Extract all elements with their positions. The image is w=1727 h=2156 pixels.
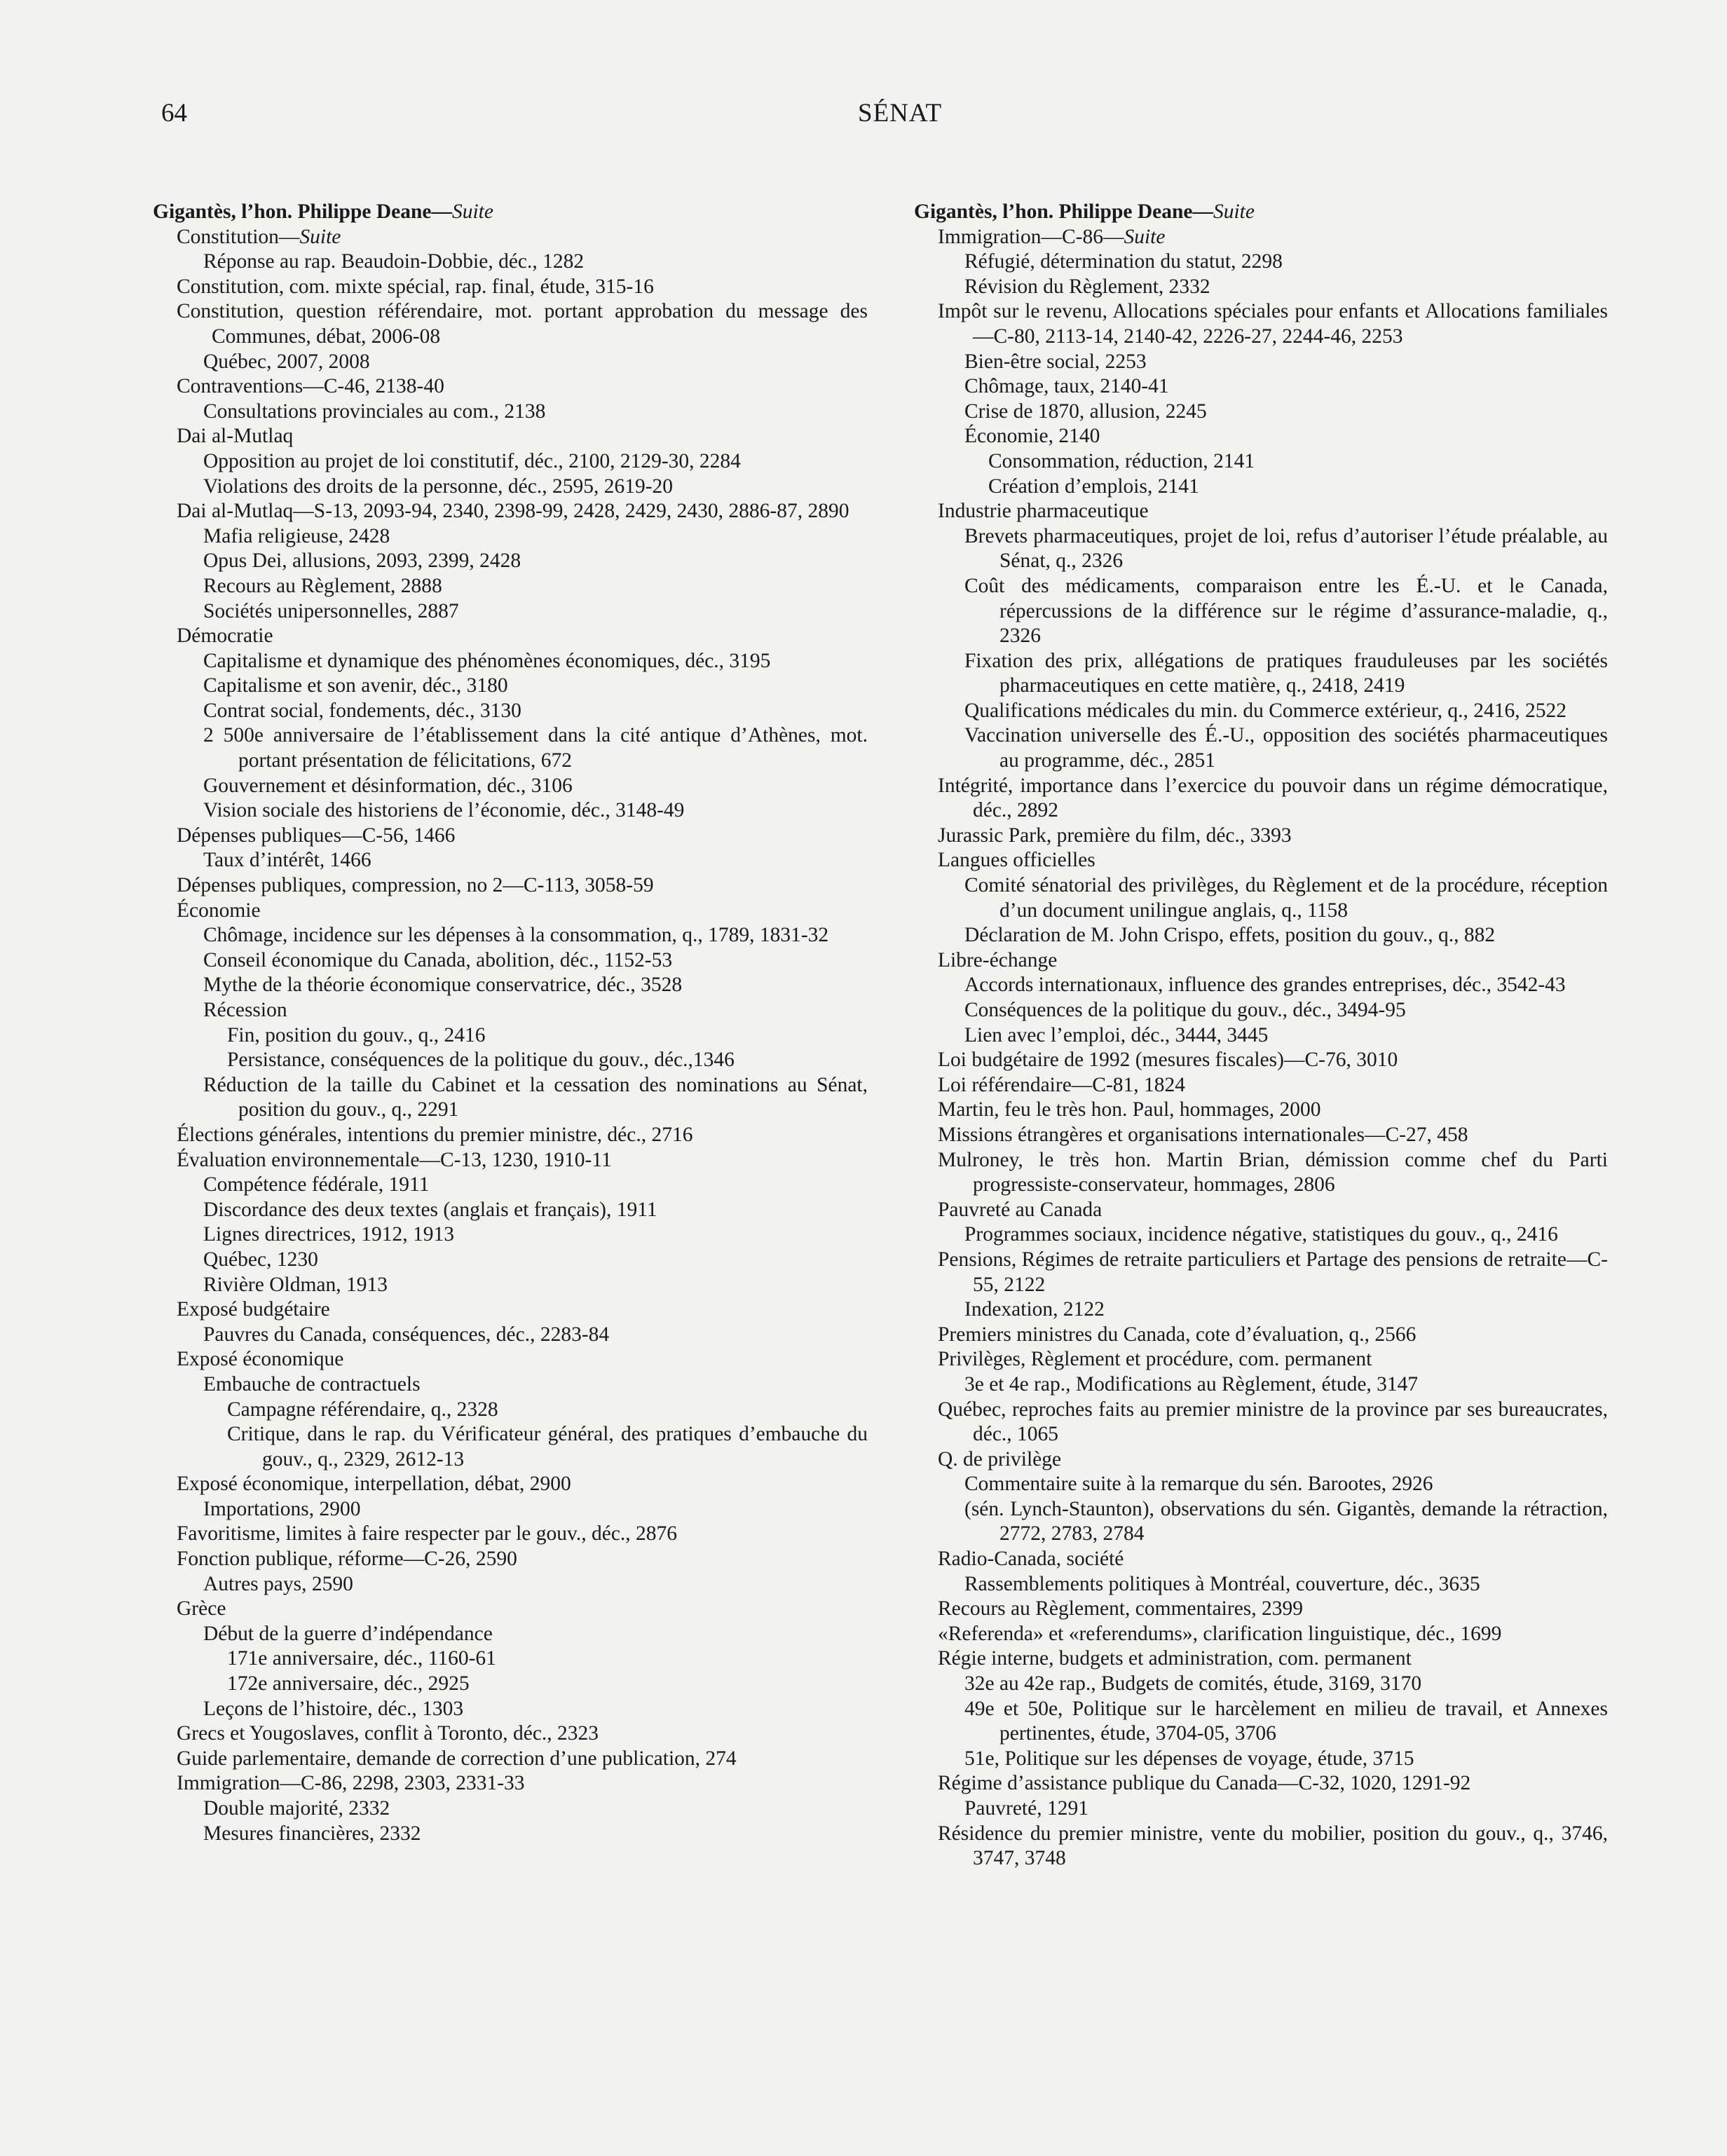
entry-text: Taux d’intérêt, 1466 [203, 849, 371, 872]
index-entry [914, 1597, 1608, 1622]
entry-text: Grèce [177, 1597, 226, 1621]
index-entry [914, 1646, 1608, 1672]
page-number: 64 [161, 99, 187, 128]
index-entry [153, 1347, 868, 1372]
index-entry [153, 1646, 868, 1672]
entry-text: Leçons de l’histoire, déc., 1303 [203, 1697, 464, 1720]
entry-text: Commentaire suite à la remarque du sén. Barootes, 2926 [964, 1473, 1433, 1496]
index-entry [914, 1323, 1608, 1348]
index-entry [153, 873, 868, 899]
index-entry [914, 1297, 1608, 1323]
entry-text: Premiers ministres du Canada, cote d’évaluation, q., 2566 [938, 1323, 1417, 1346]
index-entry [153, 624, 868, 649]
index-entry [914, 1622, 1608, 1647]
entry-text: Pensions, Régimes de retraite particuliers et Partage des pensions de retraite—C-55, 2122 [938, 1248, 1608, 1296]
index-entry [914, 1822, 1608, 1871]
entry-text: Q. de privilège [938, 1447, 1062, 1471]
entry-text: Fonction publique, réforme—C-26, 2590 [177, 1548, 517, 1571]
index-entry [153, 449, 868, 475]
index-entry [153, 1672, 868, 1697]
entry-text: Dépenses publiques, compression, no 2—C-113, 3058-59 [177, 874, 654, 897]
index-entry [153, 350, 868, 375]
index-entry [914, 449, 1608, 475]
entry-text: Déclaration de M. John Crispo, effets, position du gouv., q., 882 [964, 924, 1496, 947]
index-entry [153, 1398, 868, 1423]
index-entry [153, 1572, 868, 1597]
entry-text: Recours au Règlement, commentaires, 2399 [938, 1597, 1304, 1621]
entry-text: Constitution, com. mixte spécial, rap. final, étude, 315-16 [177, 275, 654, 298]
index-entry [153, 1248, 868, 1273]
entry-text: Économie, 2140 [964, 425, 1100, 448]
index-entry [153, 1497, 868, 1522]
entry-text: 171e anniversaire, déc., 1160-61 [227, 1647, 496, 1670]
index-entry [914, 1098, 1608, 1123]
entry-text: 172e anniversaire, déc., 2925 [227, 1672, 470, 1696]
index-entry [153, 424, 868, 449]
entry-text: Vision sociale des historiens de l’économie, déc., 3148-49 [203, 799, 685, 822]
index-entry [153, 225, 868, 250]
index-entry [153, 1273, 868, 1298]
entry-text: Dai al-Mutlaq [177, 425, 294, 448]
entry-suite: Suite [1124, 225, 1166, 248]
entry-text: Conseil économique du Canada, abolition, déc., 1152-53 [203, 948, 673, 971]
index-entry [153, 1747, 868, 1772]
entry-text: Révision du Règlement, 2332 [964, 275, 1210, 298]
entry-text: Jurassic Park, première du film, déc., 3393 [938, 824, 1292, 847]
index-entry [914, 848, 1608, 873]
index-entry [153, 524, 868, 550]
index-entry [153, 1547, 868, 1572]
index-entry [153, 1023, 868, 1049]
entry-text: Dai al-Mutlaq—S-13, 2093-94, 2340, 2398-99, 2428, 2429, 2430, 2886-87, 2890 [177, 500, 849, 523]
index-entry [153, 1622, 868, 1647]
index-entry [914, 774, 1608, 824]
index-entry [914, 1023, 1608, 1049]
index-entry [153, 649, 868, 674]
index-entry [153, 400, 868, 425]
index-entry [914, 1398, 1608, 1447]
entry-text: Embauche de contractuels [203, 1372, 421, 1396]
entry-text: Mesures financières, 2332 [203, 1822, 421, 1845]
index-entry [914, 350, 1608, 375]
entry-suite: Suite [299, 225, 341, 248]
entry-text: Accords internationaux, influence des grandes entreprises, déc., 3542-43 [964, 974, 1566, 997]
index-entry [914, 1248, 1608, 1297]
entry-text: Comité sénatorial des privilèges, du Règlement et de la procédure, réception d’un document unilingue anglais, q., 1158 [964, 874, 1608, 922]
index-entry [153, 1073, 868, 1123]
index-entry [914, 973, 1608, 998]
entry-text: Contraventions—C-46, 2138-40 [177, 375, 444, 398]
index-entry [914, 649, 1608, 699]
index-entry [914, 1672, 1608, 1697]
index-entry [153, 499, 868, 524]
index-entry [914, 225, 1608, 250]
entry-text: Lignes directrices, 1912, 1913 [203, 1223, 455, 1246]
entry-text: Exposé budgétaire [177, 1298, 330, 1321]
entry-text: Capitalisme et son avenir, déc., 3180 [203, 674, 508, 697]
entry-suite: Suite [451, 200, 493, 223]
entry-text: Recours au Règlement, 2888 [203, 574, 442, 597]
index-entry [153, 1173, 868, 1198]
index-heading [153, 200, 868, 225]
index-entry [153, 848, 868, 873]
index-entry [914, 524, 1608, 574]
entry-text: Lien avec l’emploi, déc., 3444, 3445 [964, 1023, 1269, 1046]
index-entry [153, 1148, 868, 1173]
index-entry [153, 948, 868, 974]
entry-text: Rassemblements politiques à Montréal, couverture, déc., 3635 [964, 1572, 1480, 1595]
index-entry [914, 1048, 1608, 1073]
entry-text: (sén. Lynch-Staunton), observations du sén. Gigantès, demande la rétraction, 2772, 2783, 2784 [964, 1497, 1608, 1546]
entry-text: Immigration—C-86— [938, 225, 1124, 248]
index-entry [914, 1347, 1608, 1372]
index-entry [153, 1198, 868, 1223]
index-entry [914, 824, 1608, 849]
entry-text: Immigration—C-86, 2298, 2303, 2331-33 [177, 1772, 525, 1795]
entry-text: Gigantès, l’hon. Philippe Deane— [914, 200, 1213, 223]
index-entry [153, 1697, 868, 1722]
entry-text: Chômage, taux, 2140-41 [964, 375, 1169, 398]
entry-text: Violations des droits de la personne, déc., 2595, 2619-20 [203, 475, 674, 498]
entry-text: Pauvreté au Canada [938, 1198, 1103, 1221]
index-entry [153, 998, 868, 1023]
entry-text: Favoritisme, limites à faire respecter par le gouv., déc., 2876 [177, 1522, 678, 1546]
index-entry [153, 299, 868, 349]
entry-text: Opposition au projet de loi constitutif, déc., 2100, 2129-30, 2284 [203, 449, 741, 472]
index-entry [153, 1796, 868, 1822]
index-entry [914, 723, 1608, 773]
index-entry [914, 1697, 1608, 1747]
index-entry [914, 299, 1608, 349]
left-index-column [153, 200, 868, 1846]
entry-text: Mulroney, le très hon. Martin Brian, démission comme chef du Parti progressiste-conservateur, hommages, 2806 [938, 1148, 1608, 1196]
entry-text: Opus Dei, allusions, 2093, 2399, 2428 [203, 550, 521, 573]
page-title: SÉNAT [858, 99, 943, 128]
index-entry [153, 1372, 868, 1398]
entry-text: Martin, feu le très hon. Paul, hommages, 2000 [938, 1098, 1321, 1121]
index-entry [153, 798, 868, 824]
index-entry [153, 1297, 868, 1323]
index-entry [153, 824, 868, 849]
entry-text: Conséquences de la politique du gouv., déc., 3494-95 [964, 999, 1406, 1021]
entry-text: Vaccination universelle des É.-U., opposition des sociétés pharmaceutiques au programme, déc., 2851 [964, 724, 1608, 772]
entry-text: Pauvres du Canada, conséquences, déc., 2283-84 [203, 1323, 610, 1346]
index-entry [914, 499, 1608, 524]
index-entry [153, 574, 868, 599]
index-entry [914, 1372, 1608, 1398]
index-entry [153, 549, 868, 574]
entry-text: Élections générales, intentions du premier ministre, déc., 2716 [177, 1123, 693, 1146]
entry-text: Guide parlementaire, demande de correction d’une publication, 274 [177, 1747, 737, 1770]
entry-text: 3e et 4e rap., Modifications au Règlement, étude, 3147 [964, 1372, 1419, 1396]
entry-text: Persistance, conséquences de la politique du gouv., déc.,1346 [227, 1049, 735, 1072]
entry-text: Création d’emplois, 2141 [988, 475, 1199, 498]
right-index-column [914, 200, 1608, 1871]
index-entry [914, 998, 1608, 1023]
entry-text: Dépenses publiques—C-56, 1466 [177, 824, 456, 847]
index-entry [914, 1198, 1608, 1223]
entry-text: Fixation des prix, allégations de pratiques frauduleuses par les sociétés pharmaceutiques en cette matière, q., 2418, 2419 [964, 649, 1608, 697]
entry-text: 2 500e anniversaire de l’établissement dans la cité antique d’Athènes, mot. portant présentation de félicitations, 672 [203, 724, 868, 772]
page-header [0, 98, 1727, 133]
entry-text: Impôt sur le revenu, Allocations spéciales pour enfants et Allocations familiales—C-80, 2113-14, 2140-42, 2226-27, 2244-46, 2253 [938, 300, 1608, 348]
entry-text: Chômage, incidence sur les dépenses à la consommation, q., 1789, 1831-32 [203, 924, 829, 947]
entry-text: Constitution— [177, 225, 300, 248]
index-entry [914, 1073, 1608, 1098]
entry-text: Double majorité, 2332 [203, 1797, 390, 1820]
entry-text: Québec, 1230 [203, 1248, 318, 1271]
entry-text: Importations, 2900 [203, 1497, 361, 1520]
entry-text: Programmes sociaux, incidence négative, statistiques du gouv., q., 2416 [964, 1223, 1558, 1246]
entry-text: Indexation, 2122 [964, 1298, 1105, 1321]
entry-text: Gouvernement et désinformation, déc., 3106 [203, 774, 573, 797]
index-entry [914, 475, 1608, 500]
entry-text: Contrat social, fondements, déc., 3130 [203, 699, 521, 722]
index-entry [914, 1123, 1608, 1148]
entry-text: Régie interne, budgets et administration, com. permanent [938, 1647, 1412, 1670]
entry-text: Fin, position du gouv., q., 2416 [227, 1023, 486, 1046]
entry-text: Campagne référendaire, q., 2328 [227, 1398, 498, 1421]
entry-text: Gigantès, l’hon. Philippe Deane— [153, 200, 452, 223]
entry-text: Capitalisme et dynamique des phénomènes économiques, déc., 3195 [203, 649, 771, 672]
index-entry [153, 1771, 868, 1796]
entry-text: Coût des médicaments, comparaison entre les É.-U. et le Canada, répercussions de la différence sur le régime d’assurance-maladie, q., 2326 [964, 574, 1608, 648]
entry-text: 32e au 42e rap., Budgets de comités, étude, 3169, 3170 [964, 1672, 1422, 1696]
index-entry [153, 899, 868, 924]
index-entry [914, 1796, 1608, 1822]
index-entry [153, 1222, 868, 1248]
index-entry [153, 250, 868, 275]
entry-text: Rivière Oldman, 1913 [203, 1273, 388, 1296]
entry-text: Mythe de la théorie économique conservatrice, déc., 3528 [203, 974, 683, 997]
index-entry [914, 699, 1608, 724]
index-entry [153, 723, 868, 773]
index-entry [153, 1422, 868, 1472]
index-entry [914, 1148, 1608, 1198]
index-entry [153, 1323, 868, 1348]
index-entry [153, 599, 868, 625]
entry-text: Sociétés unipersonnelles, 2887 [203, 599, 459, 622]
entry-text: Qualifications médicales du min. du Commerce extérieur, q., 2416, 2522 [964, 699, 1567, 722]
index-entry [914, 1572, 1608, 1597]
index-entry [153, 973, 868, 998]
index-entry [914, 250, 1608, 275]
entry-text: Pauvreté, 1291 [964, 1797, 1088, 1820]
entry-text: Consommation, réduction, 2141 [988, 449, 1255, 472]
index-entry [914, 873, 1608, 923]
entry-text: Réduction de la taille du Cabinet et la cessation des nominations au Sénat, position du gouv., q., 2291 [203, 1073, 868, 1121]
entry-text: Québec, reproches faits au premier ministre de la province par ses bureaucrates, déc., 1065 [938, 1398, 1608, 1446]
entry-text: Résidence du premier ministre, vente du mobilier, position du gouv., q., 3746, 3747, 3748 [938, 1822, 1608, 1870]
index-entry [153, 275, 868, 300]
index-entry [153, 1123, 868, 1148]
entry-text: Loi budgétaire de 1992 (mesures fiscales)—C-76, 3010 [938, 1049, 1398, 1072]
entry-text: Consultations provinciales au com., 2138 [203, 400, 546, 423]
entry-text: Réfugié, détermination du statut, 2298 [964, 250, 1283, 273]
entry-text: Grecs et Yougoslaves, conflit à Toronto, déc., 2323 [177, 1722, 599, 1745]
index-heading [914, 200, 1608, 225]
index-entry [914, 1447, 1608, 1473]
index-entry [153, 674, 868, 699]
index-entry [914, 948, 1608, 974]
entry-text: Radio-Canada, société [938, 1548, 1124, 1571]
entry-text: Autres pays, 2590 [203, 1572, 353, 1595]
entry-text: Économie [177, 899, 261, 922]
entry-text: Récession [203, 999, 287, 1021]
index-entry [153, 699, 868, 724]
entry-text: Discordance des deux textes (anglais et français), 1911 [203, 1198, 657, 1221]
entry-text: Mafia religieuse, 2428 [203, 524, 390, 547]
entry-text: Évaluation environnementale—C-13, 1230, 1910-11 [177, 1148, 612, 1171]
entry-text: Exposé économique, interpellation, débat, 2900 [177, 1473, 571, 1496]
entry-text: Compétence fédérale, 1911 [203, 1173, 430, 1196]
index-entry [153, 923, 868, 948]
entry-text: Québec, 2007, 2008 [203, 350, 370, 373]
index-entry [153, 774, 868, 799]
entry-text: Bien-être social, 2253 [964, 350, 1147, 373]
index-entry [914, 275, 1608, 300]
entry-text: Constitution, question référendaire, mot. portant approbation du message des Communes, débat, 2006-08 [177, 300, 868, 348]
index-entry [914, 424, 1608, 449]
index-entry [153, 1721, 868, 1747]
entry-text: Missions étrangères et organisations internationales—C-27, 458 [938, 1123, 1468, 1146]
entry-text: Intégrité, importance dans l’exercice du pouvoir dans un régime démocratique, déc., 2892 [938, 774, 1608, 822]
index-entry [914, 1472, 1608, 1497]
index-entry [153, 1822, 868, 1847]
entry-text: Libre-échange [938, 948, 1058, 971]
index-entry [914, 1222, 1608, 1248]
entry-text: Brevets pharmaceutiques, projet de loi, refus d’autoriser l’étude préalable, au Sénat, q., 2326 [964, 524, 1608, 573]
entry-text: Régime d’assistance publique du Canada—C-32, 1020, 1291-92 [938, 1772, 1471, 1795]
entry-text: Loi référendaire—C-81, 1824 [938, 1073, 1186, 1096]
entry-text: Réponse au rap. Beaudoin-Dobbie, déc., 1282 [203, 250, 585, 273]
index-entry [914, 1771, 1608, 1796]
entry-text: Crise de 1870, allusion, 2245 [964, 400, 1207, 423]
entry-text: Privilèges, Règlement et procédure, com. permanent [938, 1348, 1372, 1371]
index-entry [153, 1597, 868, 1622]
index-entry [914, 1747, 1608, 1772]
entry-text: «Referenda» et «referendums», clarification linguistique, déc., 1699 [938, 1622, 1502, 1645]
index-entry [153, 1522, 868, 1547]
index-entry [153, 1472, 868, 1497]
index-entry [914, 1547, 1608, 1572]
entry-text: Exposé économique [177, 1348, 344, 1371]
index-entry [153, 374, 868, 400]
entry-text: 51e, Politique sur les dépenses de voyage, étude, 3715 [964, 1747, 1414, 1770]
index-entry [914, 923, 1608, 948]
index-entry [914, 400, 1608, 425]
entry-text: Début de la guerre d’indépendance [203, 1622, 493, 1645]
index-entry [914, 1497, 1608, 1547]
entry-text: Démocratie [177, 625, 273, 648]
index-entry [914, 574, 1608, 649]
entry-suite: Suite [1213, 200, 1255, 223]
entry-text: 49e et 50e, Politique sur le harcèlement en milieu de travail, et Annexes pertinentes, étude, 3704-05, 3706 [964, 1697, 1608, 1745]
entry-text: Critique, dans le rap. du Vérificateur général, des pratiques d’embauche du gouv., q., 2329, 2612-13 [227, 1423, 868, 1471]
entry-text: Langues officielles [938, 849, 1095, 872]
index-entry [914, 374, 1608, 400]
index-entry [153, 1048, 868, 1073]
entry-text: Industrie pharmaceutique [938, 500, 1149, 523]
index-entry [153, 475, 868, 500]
